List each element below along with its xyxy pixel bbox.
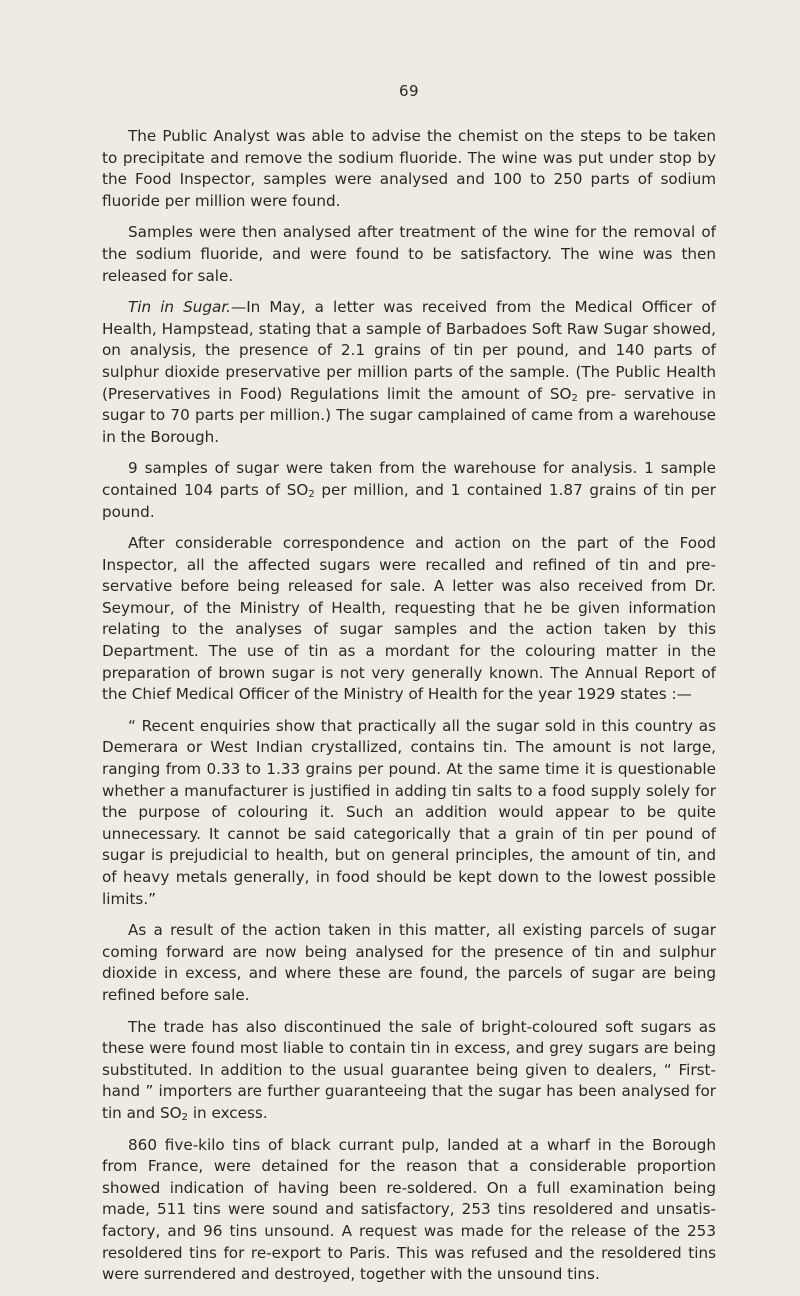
paragraph-text: per million, and 1 contained 1.87 grains of tin per pound. xyxy=(102,480,717,521)
paragraph-samples-taken xyxy=(102,458,716,523)
subscript: 2 xyxy=(571,392,578,404)
paragraph-chemist-advice: The Public Analyst was able to advise the chemist on the steps to be taken to precipitate and remove the sodium fluoride. The wine was put under stop by the Food Inspector, samples were analysed and 100 to 250 parts of sodium fluoride per million were found. xyxy=(102,127,716,210)
paragraph-text: pre- servative in sugar to 70 parts per million.) The sugar camplained of came from a warehouse in the Borough. xyxy=(102,384,716,446)
document-page xyxy=(102,82,716,1296)
paragraph-trade-discontinued xyxy=(102,1017,716,1125)
subscript: 2 xyxy=(181,1111,188,1123)
page-number: 69 xyxy=(398,82,420,100)
paragraph-text: —In May, a letter was received from the Medical Officer of Health, Hampstead, stating that a sample of Barbadoes Soft Raw Sugar showed, on analysis, the presence of 2.1 grains of tin per pound, and 140 parts of sulphur dioxide preservative per million parts of the sample. (The Public Health (Preservatives in Food) Regulations limit the amount of SO xyxy=(102,298,716,403)
paragraph-quotation: “ Recent enquiries show that practically all the sugar sold in this country as Demerara or West Indian crystallized, contains tin. The amount is not large, ranging from 0.33 to 1.33 grains per pound. At the same time it is questionable whether a manufacturer is justified in adding tin salts to a food supply solely for the purpose of colouring it. Such an addition would appear to be quite unnecessary. It cannot be said categorically that a grain of tin per pound of sugar is prejudicial to health, but on general principles, the amount of tin, and of heavy metals generally, in food should be kept down to the lowest possible limits.” xyxy=(102,716,716,908)
paragraph-currant-pulp: 860 five-kilo tins of black currant pulp, landed at a wharf in the Borough from France, were detained for the reason that a considerable proportion showed indication of having been re-soldered. On a full examination being made, 511 tins were sound and satisfactory, 253 tins resoldered and unsatis- factory, and 96 tins unsound. A request was made for the release of the 253 resoldered tins for re-export to Paris. This was refused and the resoldered tins were surrendered and destroyed, together with the unsound tins. xyxy=(102,1135,716,1284)
paragraph-text: The trade has also discontinued the sale of bright-coloured soft sugars as these were found most liable to contain tin in excess, and grey sugars are being substituted. In addition to the usual guarantee being given to dealers, “ First-hand ” importers are further guaranteeing that the sugar has been analysed for tin and SO xyxy=(102,1017,716,1122)
subscript: 2 xyxy=(308,488,315,500)
section-heading-tin-in-sugar: Tin in Sugar. xyxy=(128,298,231,317)
paragraph-correspondence: After considerable correspondence and action on the part of the Food Inspector, all the affected sugars were recalled and refined of tin and pre- servative before being released for sale. A letter was also received from Dr. Seymour, of the Ministry of Health, requesting that he be given information relating to the analyses of sugar samples and the action taken by this Department. The use of tin as a mordant for the colouring matter in the preparation of brown sugar is not very generally known. The Annual Report of the Chief Medical Officer of the Ministry of Health for the year 1929 states :— xyxy=(102,534,716,704)
paragraph-text: 9 samples of sugar were taken from the warehouse for analysis. 1 sample contained 104 parts of SO xyxy=(102,459,716,499)
paragraph-result-of-action: As a result of the action taken in this matter, all existing parcels of sugar coming forward are now being analysed for the presence of tin and sulphur dioxide in excess, and where these are found, the parcels of sugar are being refined before sale. xyxy=(102,921,716,1004)
paragraph-text: in excess. xyxy=(188,1103,268,1122)
paragraph-wine-released: Samples were then analysed after treatment of the wine for the removal of the sodium fluoride, and were found to be satisfactory. The wine was then released for sale. xyxy=(102,223,716,285)
paragraph-tin-in-sugar xyxy=(102,297,716,448)
